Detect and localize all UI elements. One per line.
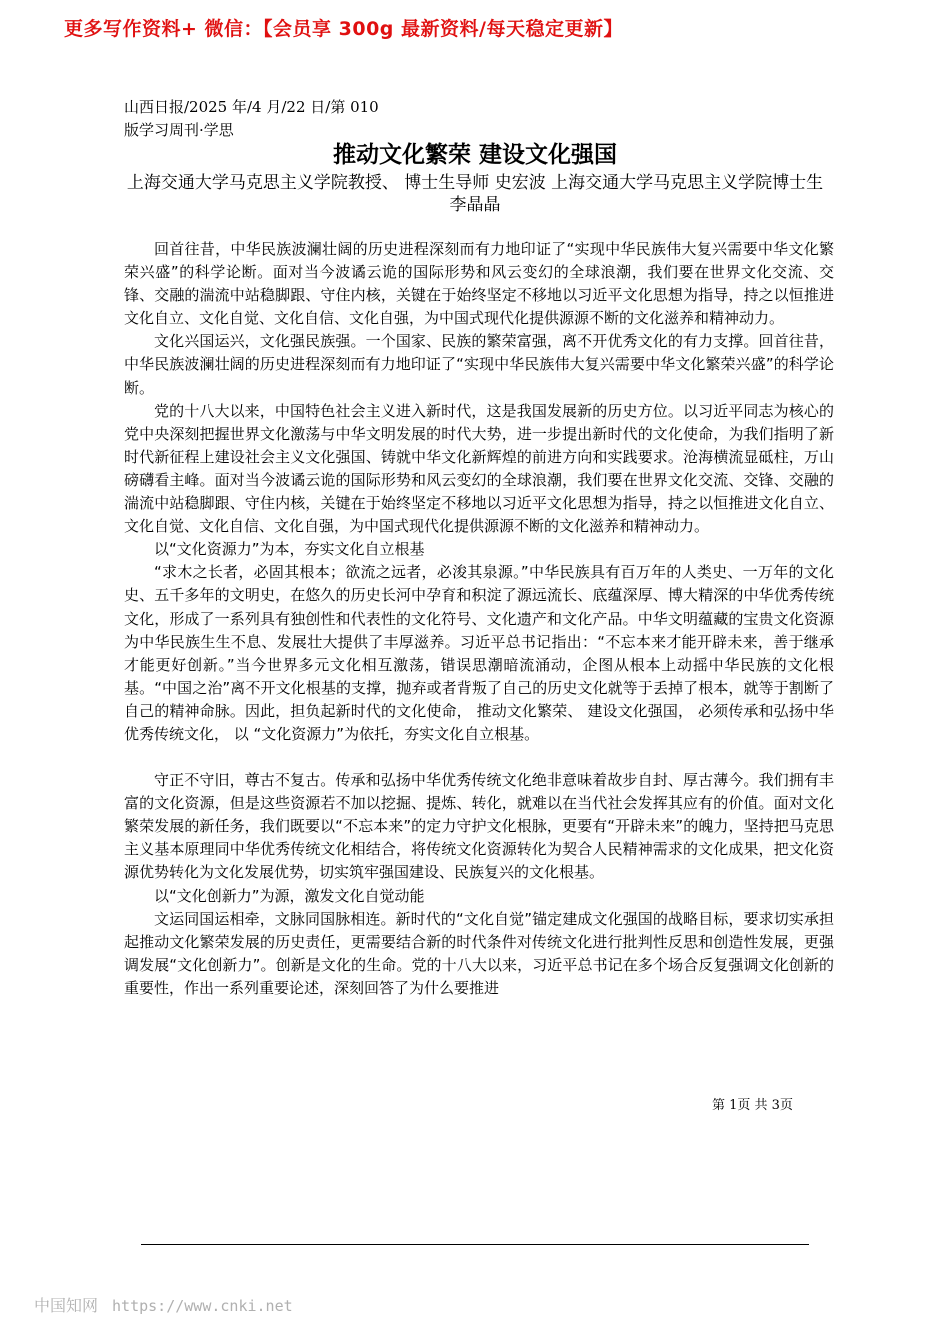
source-line-1: 山西日报/2025 年/4 月/22 日/第 010 [124,98,379,116]
page-number: 第 1页 共 3页 [712,1098,793,1113]
footer-watermark [34,1293,293,1316]
site-url[interactable]: https://www.cnki.net [112,1297,293,1315]
paragraph: 党的十八大以来，中国特色社会主义进入新时代，这是我国发展新的历史方位。以习近平同志为核心的党中央深刻把握世界文化激荡与中华文明发展的时代大势，进一步提出新时代的文化使命，为我们指明了新时代新征程上建设社会主义文化强国、铸就中华文化新辉煌的前进方向和实践要求。沧海横流显砥柱，万山磅礴看主峰。面对当今波谲云诡的国际形势和风云变幻的全球浪潮，我们要在世界文化交流、交锋、交融的湍流中站稳脚跟、守住内核，关键在于始终坚定不移地以习近平文化思想为指导，持之以恒推进文化自立、文化自觉、文化自信、文化自强，为中国式现代化提供源源不断的文化滋养和精神动力。 [124,401,834,536]
article-title: 推动文化繁荣 建设文化强国 [332,142,617,168]
footer-divider [141,1244,809,1245]
paragraph: 文化兴国运兴，文化强民族强。一个国家、民族的繁荣富强，离不开优秀文化的有力支撑。回首往昔，中华民族波澜壮阔的历史进程深刻而有力地印证了“实现中华民族伟大复兴需要中华文化繁荣兴盛”的科学论断。 [124,332,834,397]
section-heading: 以“文化创新力”为源，激发文化自觉动能 [154,886,425,905]
paragraph: 守正不守旧，尊古不复古。传承和弘扬中华优秀传统文化绝非意味着故步自封、厚古薄今。我们拥有丰富的文化资源，但是这些资源若不加以挖掘、提炼、转化，就难以在当代社会发挥其应有的价值。面对文化繁荣发展的新任务，我们既要以“不忘本来”的定力守护文化根脉，更要有“开辟未来”的魄力，坚持把马克思主义基本原理同中华优秀传统文化相结合，将传统文化资源转化为契合人民精神需求的文化成果，把文化资源优势转化为文化发展优势，切实筑牢强国建设、民族复兴的文化根基。 [124,771,834,882]
paragraph: 回首往昔，中华民族波澜壮阔的历史进程深刻而有力地印证了“实现中华民族伟大复兴需要中华文化繁荣兴盛”的科学论断。面对当今波谲云诡的国际形势和风云变幻的全球浪潮，我们要在世界文化交流、交锋、交融的湍流中站稳脚跟、守住内核，关键在于始终坚定不移地以习近平文化思想为指导，持之以恒推进文化自立、文化自觉、文化自信、文化自强，为中国式现代化提供源源不断的文化滋养和精神动力。 [124,240,834,328]
paragraph: “求木之长者，必固其根本；欲流之远者，必浚其泉源。”中华民族具有百万年的人类史、一万年的文化史、五千多年的文明史，在悠久的历史长河中孕育和积淀了源远流长、底蕴深厚、博大精深的中华优秀传统文化，形成了一系列具有独创性和代表性的文化符号、文化遗产和文化产品。中华文明蕴藏的宝贵文化资源为中华民族生生不息、发展壮大提供了丰厚滋养。习近平总书记指出：“不忘本来才能开辟未来，善于继承才能更好创新。”当今世界多元文化相互激荡，错误思潮暗流涌动，企图从根本上动摇中华民族的文化根基。“中国之治”离不开文化根基的支撑，抛弃或者背叛了自己的历史文化就等于丢掉了根本，就等于割断了自己的精神命脉。因此，担负起新时代的文化使命， 推动文化繁荣、 建设文化强国， 必须传承和弘扬中华优秀传统文化， 以 “文化资源力”为依托，夯实文化自立根基。 [124,563,834,743]
section-heading: 以“文化资源力”为本，夯实文化自立根基 [154,540,425,559]
promo-banner: 更多写作资料+ 微信：【会员享 300g 最新资料/每天稳定更新】 [64,18,623,40]
publication-source [124,96,379,142]
site-name: 中国知网 [34,1296,99,1315]
article-authors: 上海交通大学马克思主义学院教授、 博士生导师 史宏波 上海交通大学马克思主义学院博士生 李晶晶 [126,173,824,215]
paragraph: 文运同国运相牵，文脉同国脉相连。新时代的“文化自觉”锚定建成文化强国的战略目标，要求切实承担起推动文化繁荣发展的历史责任，更需要结合新的时代条件对传统文化进行批判性反思和创造性发展，更强调发展“文化创新力”。创新是文化的生命。党的十八大以来，习近平总书记在多个场合反复强调文化创新的重要性，作出一系列重要论述，深刻回答了为什么要推进 [124,909,834,997]
source-line-2: 版学习周刊·学思 [124,121,234,139]
article-body [124,238,834,1000]
